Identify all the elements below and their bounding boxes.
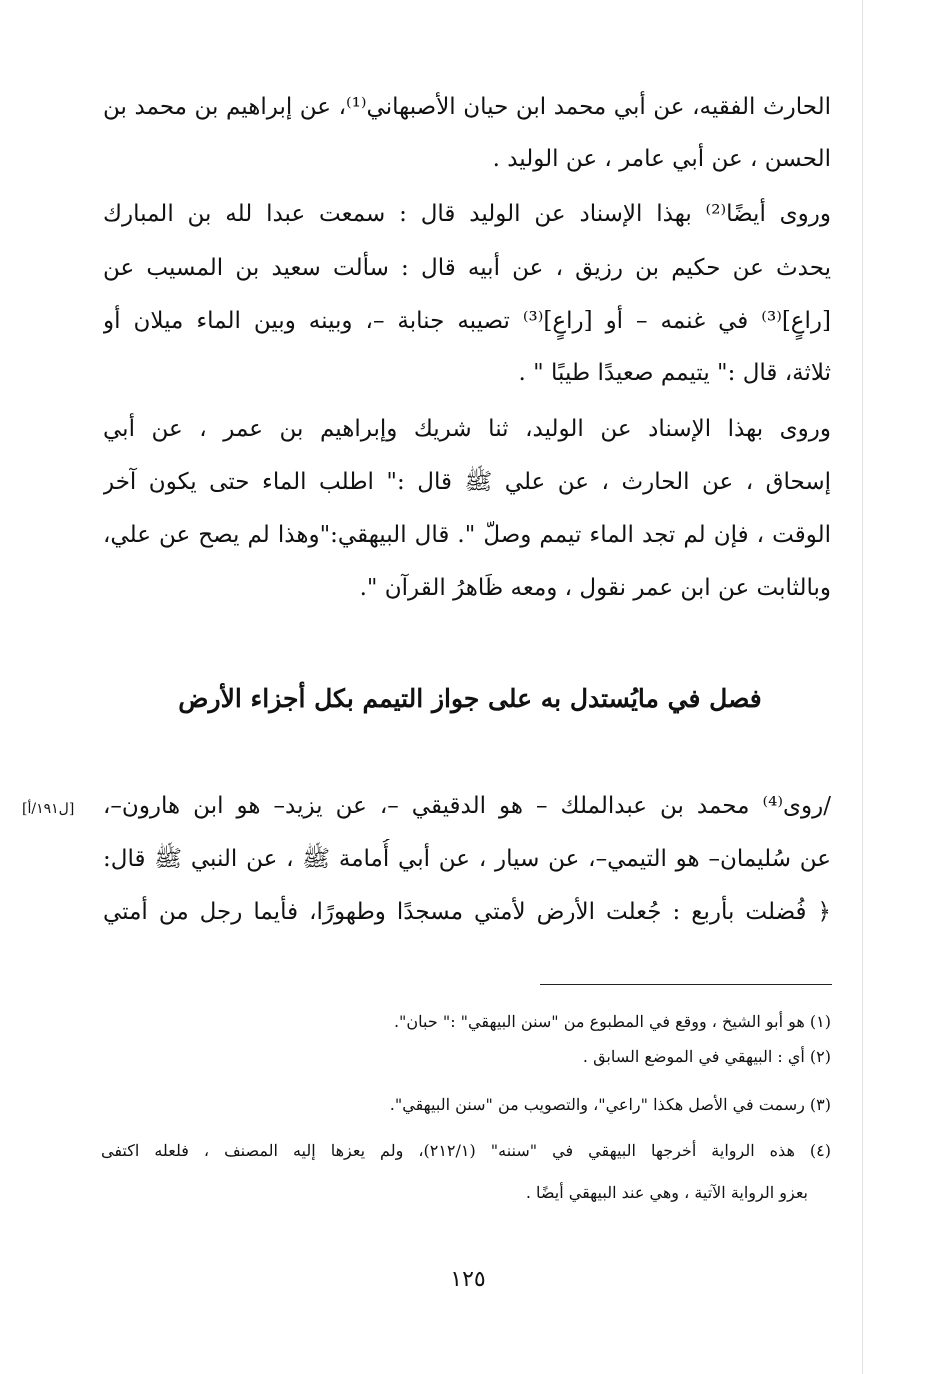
footnote: (٢) أي : البيهقي في الموضع السابق . (582, 1047, 831, 1066)
footnote: (١) هو أبو الشيخ ، ووقع في المطبوع من "سنن البيهقي" :" حبان". (393, 1012, 831, 1031)
body-line: وروى بهذا الإسناد عن الوليد، ثنا شريك وإبراهيم بن عمر ، عن أبي (103, 416, 831, 442)
body-line: وبالثابت عن ابن عمر نقول ، ومعه ظَاهرُ القرآن ". (359, 575, 831, 601)
body-line: وروى أيضًا⁽²⁾ بهذا الإسناد عن الوليد قال : سمعت عبدا لله بن المبارك (103, 201, 831, 227)
section-line: ﴿ فُضلت بأربع : جُعلت الأرض لأمتي مسجدًا وطهورًا، فأيما رجل من أمتي (103, 899, 831, 925)
footnote: (٣) رسمت في الأصل هكذا "راعي"، والتصويب من "سنن البيهقي". (389, 1095, 831, 1114)
page-number: ١٢٥ (450, 1267, 486, 1292)
section-line: /روى⁽⁴⁾ محمد بن عبدالملك – هو الدقيقي –، عن يزيد– هو ابن هارون–، (103, 793, 831, 819)
body-line: ثلاثة، قال :" يتيمم صعيدًا طيبًا " . (518, 360, 831, 386)
footnote-continuation: بعزو الرواية الآتية ، وهي عند البيهقي أيضًا . (525, 1183, 808, 1202)
body-line: إسحاق ، عن الحارث ، عن علي ﷺ قال :" اطلب الماء حتى يكون آخر (103, 469, 831, 495)
footnote: (٤) هذه الرواية أخرجها البيهقي في "سننه" (٢١٢/١)، ولم يعزها إليه المصنف ، فلعله اكتفى (101, 1141, 831, 1160)
section-heading: فصل في مايُستدل به على جواز التيمم بكل أجزاء الأرض (178, 684, 762, 713)
body-line: الحسن ، عن أبي عامر ، عن الوليد . (492, 146, 831, 172)
footnote-separator (540, 984, 832, 985)
manuscript-folio-note: [ل١٩١/أ] (22, 801, 75, 817)
section-line: عن سُليمان– هو التيمي–، عن سيار ، عن أبي أُمامة ﷺ ، عن النبي ﷺ قال: (103, 846, 831, 872)
body-line: [راعٍ]⁽³⁾ في غنمه – أو [راعٍ]⁽³⁾ تصيبه جنابة –، وبينه وبين الماء ميلان أو (103, 308, 831, 334)
body-line: الحارث الفقيه، عن أبي محمد ابن حيان الأصبهاني⁽¹⁾، عن إبراهيم بن محمد بن (103, 94, 831, 120)
body-line: يحدث عن حكيم بن رزيق ، عن أبيه قال : سألت سعيد بن المسيب عن (103, 255, 831, 281)
body-line: الوقت ، فإن لم تجد الماء تيمم وصلّ ". قال البيهقي:"وهذا لم يصح عن علي، (103, 522, 831, 548)
scan-edge-line (862, 0, 863, 1374)
